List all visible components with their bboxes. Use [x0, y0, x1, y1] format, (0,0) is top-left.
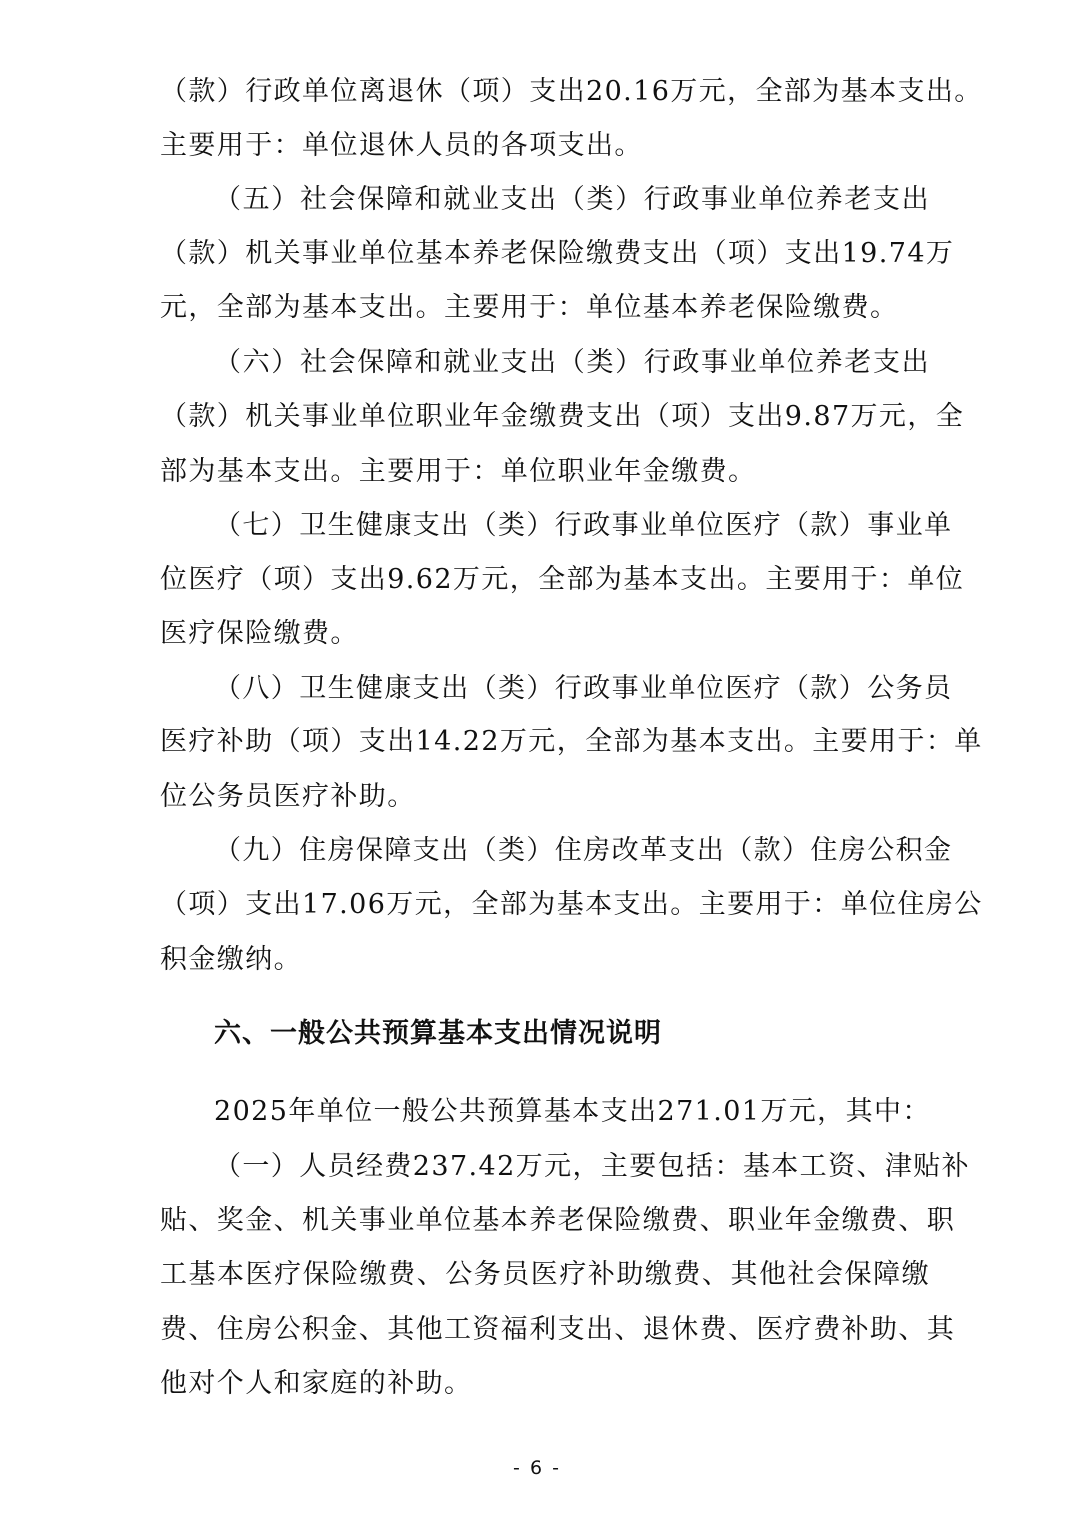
paragraph-line: （八）卫生健康支出（类）行政事业单位医疗（款）公务员: [214, 673, 953, 704]
paragraph-line: 位公务员医疗补助。: [160, 781, 416, 812]
paragraph-line: 元，全部为基本支出。主要用于：单位基本养老保险缴费。: [160, 292, 899, 323]
page-number: - 6 -: [513, 1457, 561, 1479]
paragraph-line: 工基本医疗保险缴费、公务员医疗补助缴费、其他社会保障缴: [160, 1259, 930, 1290]
paragraph-line: （九）住房保障支出（类）住房改革支出（款）住房公积金: [214, 835, 953, 866]
paragraph-line: 积金缴纳。: [160, 944, 302, 975]
paragraph-line: （五）社会保障和就业支出（类）行政事业单位养老支出: [214, 184, 930, 215]
paragraph-line: （七）卫生健康支出（类）行政事业单位医疗（款）事业单: [214, 510, 953, 541]
paragraph-line: 部为基本支出。主要用于：单位职业年金缴费。: [160, 456, 757, 487]
paragraph-line: 费、住房公积金、其他工资福利支出、退休费、医疗费补助、其: [160, 1314, 956, 1345]
paragraph-line: （项）支出17.06万元，全部为基本支出。主要用于：单位住房公: [160, 889, 983, 920]
paragraph-line: 医疗补助（项）支出14.22万元，全部为基本支出。主要用于：单: [160, 726, 983, 757]
summary-line: 2025年单位一般公共预算基本支出271.01万元，其中：: [214, 1096, 931, 1127]
paragraph-line: 贴、奖金、机关事业单位基本养老保险缴费、职业年金缴费、职: [160, 1205, 956, 1236]
paragraph-line: 位医疗（项）支出9.62万元，全部为基本支出。主要用于：单位: [160, 564, 965, 595]
paragraph-line: （款）机关事业单位基本养老保险缴费支出（项）支出19.74万: [160, 238, 955, 269]
paragraph-line: （六）社会保障和就业支出（类）行政事业单位养老支出: [214, 347, 930, 378]
section-heading: 六、一般公共预算基本支出情况说明: [214, 1018, 662, 1049]
paragraph-line: （一）人员经费237.42万元，主要包括：基本工资、津贴补: [214, 1151, 971, 1182]
paragraph-line: 他对个人和家庭的补助。: [160, 1368, 473, 1399]
paragraph-line: （款）机关事业单位职业年金缴费支出（项）支出9.87万元，全: [160, 401, 965, 432]
paragraph-line: 主要用于：单位退休人员的各项支出。: [160, 130, 643, 161]
paragraph-line: 医疗保险缴费。: [160, 618, 359, 649]
paragraph-line: （款）行政单位离退休（项）支出20.16万元，全部为基本支出。: [160, 76, 983, 107]
